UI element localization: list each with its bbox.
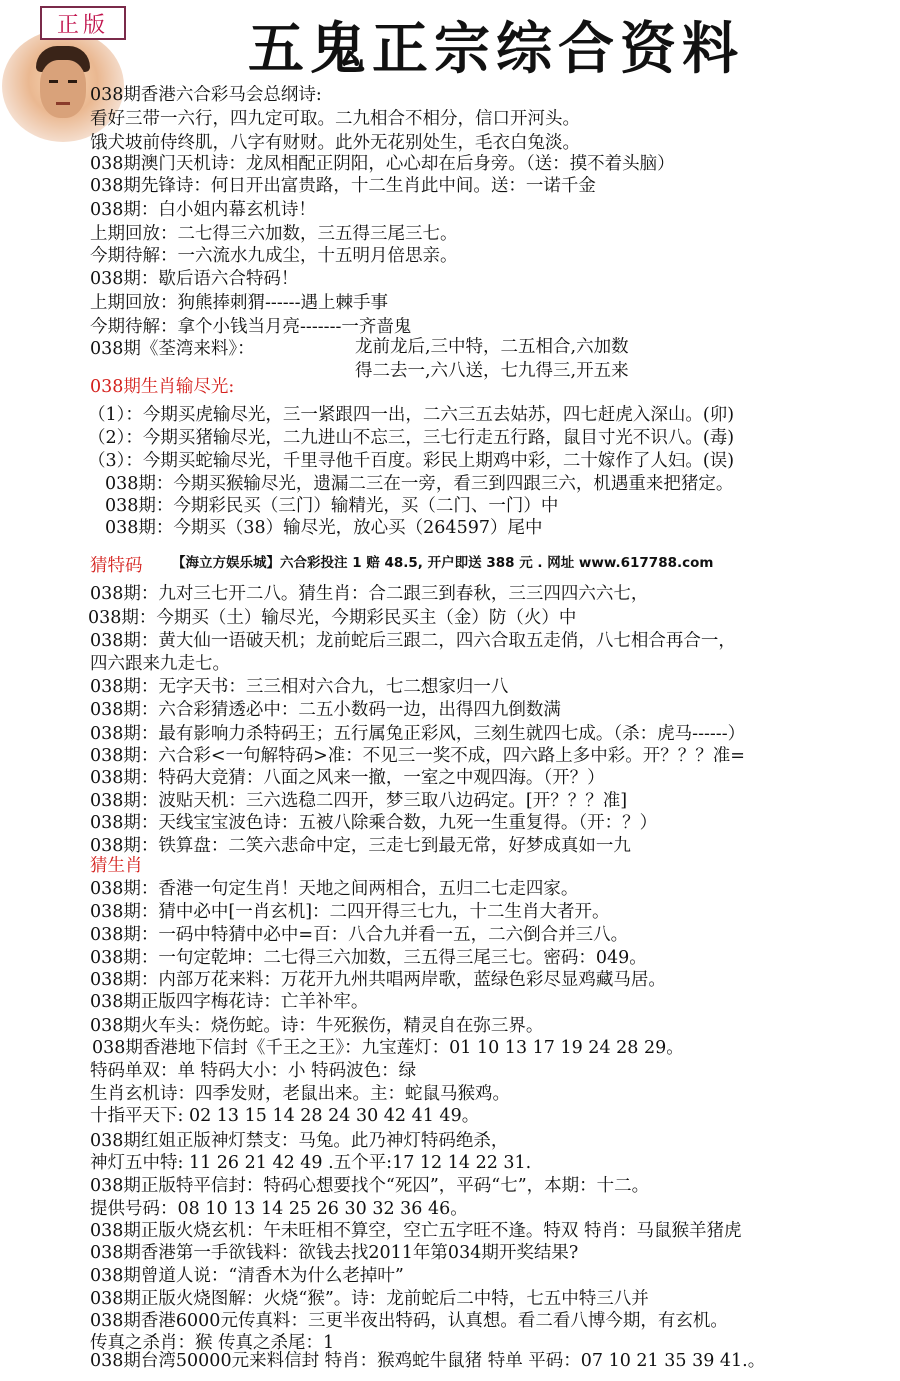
authentic-badge: 正版	[40, 6, 126, 40]
text-line: 四六跟来九走七。	[90, 654, 230, 674]
text-line: 传真之杀肖：猴 传真之杀尾：1	[90, 1333, 335, 1353]
text-line: 今期待解：拿个小钱当月亮-------一齐啬鬼	[90, 317, 412, 337]
portrait-face	[40, 60, 86, 118]
text-line: 特码单双：单 特码大小：小 特码波色：绿	[90, 1061, 417, 1081]
text-line: 038期红姐正版神灯禁支：马兔。此乃神灯特码绝杀，	[90, 1131, 509, 1151]
text-line: 038期：今期彩民买（三门）输精光，买（二门、一门）中	[105, 496, 559, 516]
text-line: 038期先锋诗：何日开出富贵路，十二生肖此中间。送：一诺千金	[90, 176, 596, 196]
text-line: （2）：今期买猪输尽光，二九进山不忘三，三七行走五行路，鼠目寸光不识八。(毒)	[88, 428, 735, 448]
text-line: 038期：铁算盘：二笑六悲命中定，三走七到最无常，好梦成真如一九	[90, 836, 631, 856]
text-line: 038期：黄大仙一语破天机；龙前蛇后三跟二，四六合取五走俏，八七相合再合一，	[90, 631, 736, 651]
text-line: 生肖玄机诗：四季发财，老鼠出来。主：蛇鼠马猴鸡。	[90, 1084, 510, 1104]
text-line: 038期：九对三七开二八。猜生肖：合二跟三到春秋，三三四四六六七，	[90, 584, 649, 604]
text-line: 038期正版四字梅花诗：亡羊补牢。	[90, 992, 369, 1012]
text-line: 038期：最有影响力杀特码王；五行属兔正彩风，三刻生就四七成。（杀：虎马------）	[90, 724, 746, 744]
text-line: 神灯五中特: 11 26 21 42 49 .五个平:17 12 14 22 31.	[90, 1153, 532, 1173]
text-line: 038期正版火烧图解：火烧“猴”。诗：龙前蛇后二中特，七五中特三八并	[90, 1289, 649, 1309]
text-line: 038期正版特平信封：特码心想要找个“死囚”，平码“七”，本期：十二。	[90, 1176, 650, 1196]
text-line: 038期台湾50000元来料信封 特肖：猴鸡蛇牛鼠猪 特单 平码：07 10 21 35 39 41.。	[90, 1351, 766, 1371]
text-line: （1）：今期买虎输尽光，三一紧跟四一出，二六三五去姑苏，四七赶虎入深山。(卯)	[88, 405, 735, 425]
section-heading: 猜特码	[90, 556, 143, 576]
text-line: 038期：特码大竞猜：八面之风来一撤，一室之中观四海。（开？）	[90, 768, 605, 788]
text-line: 看好三带一六行，四九定可取。二九相合不相分，信口开河头。	[90, 109, 580, 129]
text-line: 038期：今期买（土）输尽光，今期彩民买主（金）防（火）中	[88, 608, 577, 628]
text-line: 038期：一码中特猜中必中=百：八合九并看一五，二六倒合并三八。	[90, 925, 629, 945]
text-line: 038期：天线宝宝波色诗：五被八除乘合数，九死一生重复得。（开：？）	[90, 813, 658, 833]
text-line: 038期：一句定乾坤：二七得三六加数，三五得三尾三七。密码：049。	[90, 948, 647, 968]
ad-banner: 【海立方娱乐城】六合彩投注 1 赔 48.5, 开户即送 388 元 . 网址 www.617788.com	[172, 555, 714, 571]
text-line: （3）：今期买蛇输尽光，千里寻他千百度。彩民上期鸡中彩，二十嫁作了人妇。(误)	[88, 451, 735, 471]
section-heading: 猜生肖	[90, 856, 143, 876]
section-heading: 038期生肖输尽光:	[90, 377, 235, 397]
text-line: 038期：六合彩猜透必中：二五小数码一边，出得四九倒数满	[90, 700, 561, 720]
page-title: 五鬼正宗综合资料	[248, 16, 744, 82]
text-line: 038期：六合彩<一句解特码>准：不见三一奖不成，四六路上多中彩。开？？？准=	[90, 746, 745, 766]
text-line: 今期待解：一六流水九成尘，十五明月倍思亲。	[90, 246, 458, 266]
text-line: 038期香港地下信封《千王之王》：九宝莲灯：01 10 13 17 19 24 28 29。	[92, 1038, 684, 1058]
text-line: 038期：今期买（38）输尽光，放心买（264597）尾中	[105, 518, 543, 538]
text-line: 038期：白小姐内幕玄机诗！	[90, 200, 316, 220]
portrait-eye-left	[49, 80, 58, 83]
text-line: 038期香港第一手欲钱料：欲钱去找2011年第034期开奖结果?	[90, 1243, 579, 1263]
text-line: 得二去一,六八送，七九得三,开五来	[355, 361, 629, 381]
text-line: 龙前龙后,三中特，二五相合,六加数	[355, 337, 629, 357]
text-line: 上期回放：狗熊捧刺猬------遇上棘手事	[90, 293, 388, 313]
portrait-mouth	[56, 102, 70, 105]
text-line: 038期：今期买猴输尽光，遗漏二三在一旁，看三到四跟三六，机遇重来把猪定。	[105, 474, 734, 494]
text-line: 038期：内部万花来料：万花开九州共唱两岸歌，蓝绿色彩尽显鸡藏马居。	[90, 970, 666, 990]
text-line: 038期香港六合彩马会总纲诗:	[90, 85, 322, 105]
text-line: 038期：歇后语六合特码！	[90, 269, 299, 289]
text-line: 038期《荃湾来料》：	[90, 339, 255, 359]
text-line: 038期澳门天机诗：龙凤相配正阴阳，心心却在后身旁。（送：摸不着头脑）	[90, 154, 675, 174]
text-line: 饿犬坡前侍终肌，八字有财财。此外无花别处生，毛衣白兔淡。	[90, 133, 580, 153]
text-line: 038期香港6000元传真料：三更半夜出特码，认真想。看二看八博今期，有玄机。	[90, 1311, 728, 1331]
text-line: 038期：香港一句定生肖！天地之间两相合，五归二七走四家。	[90, 879, 579, 899]
text-line: 038期火车头：烧伤蛇。诗：牛死猴伤，精灵自在弥三界。	[90, 1016, 544, 1036]
text-line: 038期：猜中必中[一肖玄机]：二四开得三七九，十二生肖大者开。	[90, 902, 610, 922]
portrait-eye-right	[68, 80, 77, 83]
text-line: 038期：波贴天机：三六选稳二四开，梦三取八边码定。[开？？？准]	[90, 791, 628, 811]
text-line: 十指平天下: 02 13 15 14 28 24 30 42 41 49。	[90, 1106, 480, 1126]
text-line: 038期正版火烧玄机：午未旺相不算空，空亡五字旺不逢。特双 特肖：马鼠猴羊猪虎	[90, 1221, 742, 1241]
text-line: 提供号码：08 10 13 14 25 26 30 32 36 46。	[90, 1199, 468, 1219]
text-line: 038期曾道人说：“清香木为什么老掉叶”	[90, 1266, 404, 1286]
text-line: 上期回放：二七得三六加数，三五得三尾三七。	[90, 224, 458, 244]
text-line: 038期：无字天书：三三相对六合九，七二想家归一八	[90, 677, 509, 697]
